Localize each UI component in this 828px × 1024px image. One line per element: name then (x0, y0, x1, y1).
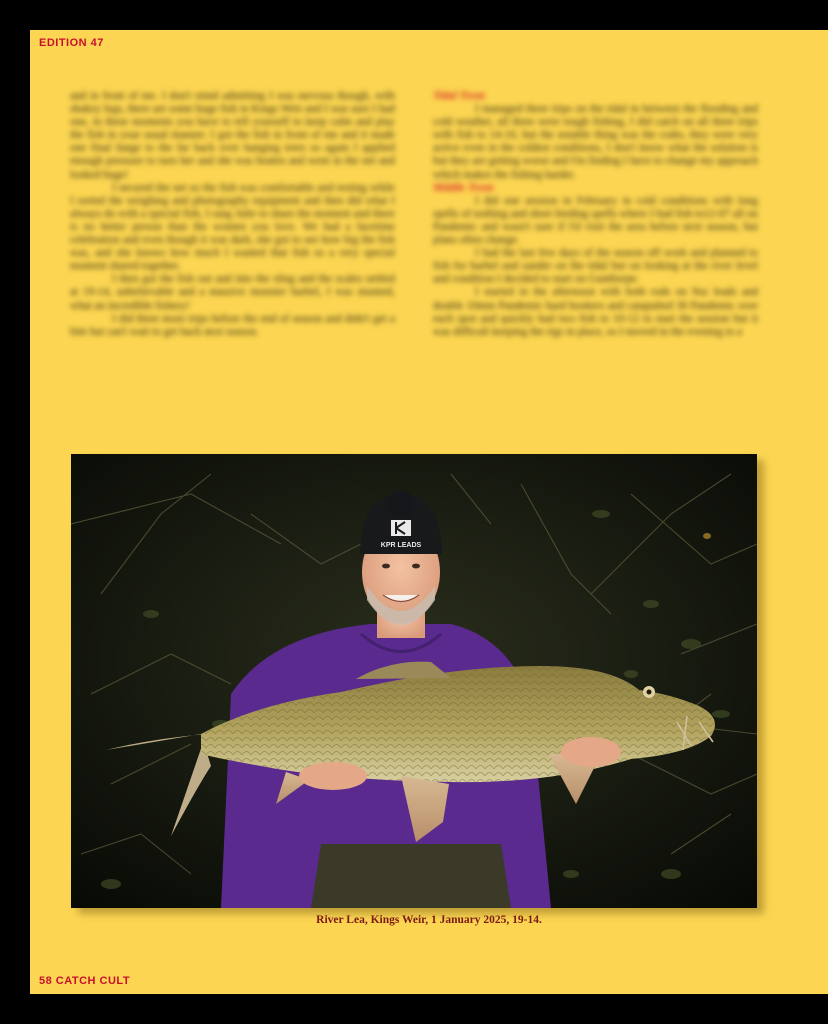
left-paragraph-1: and in front of me. I don't mind admitting I was nervous though, with shakey legs, there are some huge fish in Kings Weir and I was sure I had one, in these moments you have to tell yourself to keep calm and play the fish in your usual manner. I got the fish in front of me and it made one final lunge to the far back over hanging trees so again I applied enough pressure to turn her and she was beaten and went in the net and looked huge! (70, 90, 395, 181)
left-text-column (70, 90, 395, 339)
beanie-logo (391, 520, 411, 536)
edition-label: EDITION 47 (39, 37, 104, 49)
left-paragraph-4: I did three more trips before the end of season and didn't get a bite but can't wait to get back next season. (70, 312, 395, 338)
tidal-trent-paragraph: I managed three trips on the tidal in between the flooding and cold weather, all three were tough fishing, I did catch on all three trips with fish to 14-10, but the notable thing was the crabs, they were very active even in the coldest conditions, I don't know what the solution is but they are getting worse and I'm finding I have to change my approach which makes the fishing harder. (433, 103, 758, 181)
photo-caption: River Lea, Kings Weir, 1 January 2025, 19-14. (316, 914, 542, 926)
left-hand (299, 762, 367, 790)
page-folio: 58 CATCH CULT (39, 975, 131, 987)
barbel-photo (71, 454, 757, 908)
magazine-page (30, 30, 828, 994)
trousers (311, 844, 511, 908)
orange-leaf (703, 533, 711, 539)
middle-paragraph-2: I had the last few days of the season off work and planned to fish for barbel and zander on the tidal but on looking at the river level and condition I decided to start on Gunthorpe. (433, 247, 758, 286)
left-paragraph-2: I secured the net so the fish was comfortable and resting while I sorted the weighing and photography equipment and then did what I always do with a special fish, I rang Julie to share the moment and there is no better person than the women you love. We had a facetime celebration and even though it was dark, she got to see how big the fish was, and she knows how much I wanted that fish so a very special moment shared together. (70, 181, 395, 273)
middle-paragraph-3: I started in the afternoon with both rods on 9oz leads and double 10mm Pandemic hard hookers and catapulted 30 Pandemic over each spot and quickly had two fish to 10-12 to start the session but it was difficult keeping the rigs in place, so I moved in the evening to a (433, 286, 758, 338)
right-text-column (433, 90, 758, 339)
left-paragraph-3: I then got the fish out and into the sling and the scales settled at 19-14, unbelievable and a massive monster barbel, I was stunned, what an incredible fishery! (70, 273, 395, 312)
tidal-trent-heading: Tidal Trent (433, 90, 485, 102)
middle-trent-heading: Middle Trent (433, 181, 494, 194)
beanie-bobble (387, 490, 415, 518)
beanie-text: KPR LEADS (380, 542, 422, 549)
right-hand (561, 737, 621, 767)
middle-paragraph-1: I did one session in February in cold conditions with long spells of nothing and short feeding spells where I had fish to12-07 all on Pandemic and wasn't sure if I'd visit the area before next season, but plans often change. (433, 194, 758, 247)
